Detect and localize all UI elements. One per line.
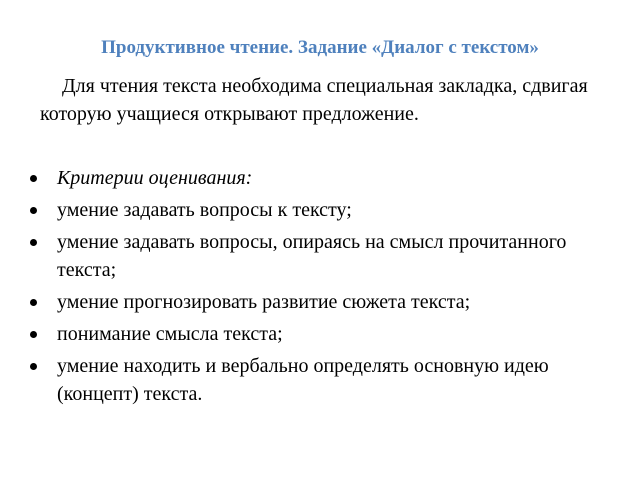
intro-paragraph: Для чтения текста необходима специальная закладка, сдвигая которую учащиеся открывают предложение. (40, 75, 588, 125)
bullet-list (30, 164, 620, 412)
bullet-item (30, 320, 620, 348)
bullet-text: умение прогнозировать развитие сюжета текста; (57, 291, 471, 313)
bullet-item (30, 196, 620, 224)
bullet-item (30, 228, 620, 284)
bullet-dot-icon (30, 239, 37, 246)
bullet-dot-icon (30, 363, 37, 370)
slide-title: Продуктивное чтение. Задание «Диалог с текстом» (101, 37, 539, 58)
bullet-dot-icon (30, 175, 37, 182)
bullet-text: умение находить и вербально определять основную идею (концепт) текста. (57, 355, 549, 405)
bullet-item (30, 352, 620, 408)
bullet-item-criteria (30, 164, 620, 192)
bullet-dot-icon (30, 331, 37, 338)
bullet-dot-icon (30, 207, 37, 214)
bullet-dot-icon (30, 299, 37, 306)
bullet-text: понимание смысла текста; (57, 323, 283, 345)
bullet-text: умение задавать вопросы к тексту; (57, 199, 352, 221)
bullet-text: Критерии оценивания: (57, 167, 253, 189)
bullet-item (30, 288, 620, 316)
bullet-text: умение задавать вопросы, опираясь на смысл прочитанного текста; (57, 231, 567, 281)
